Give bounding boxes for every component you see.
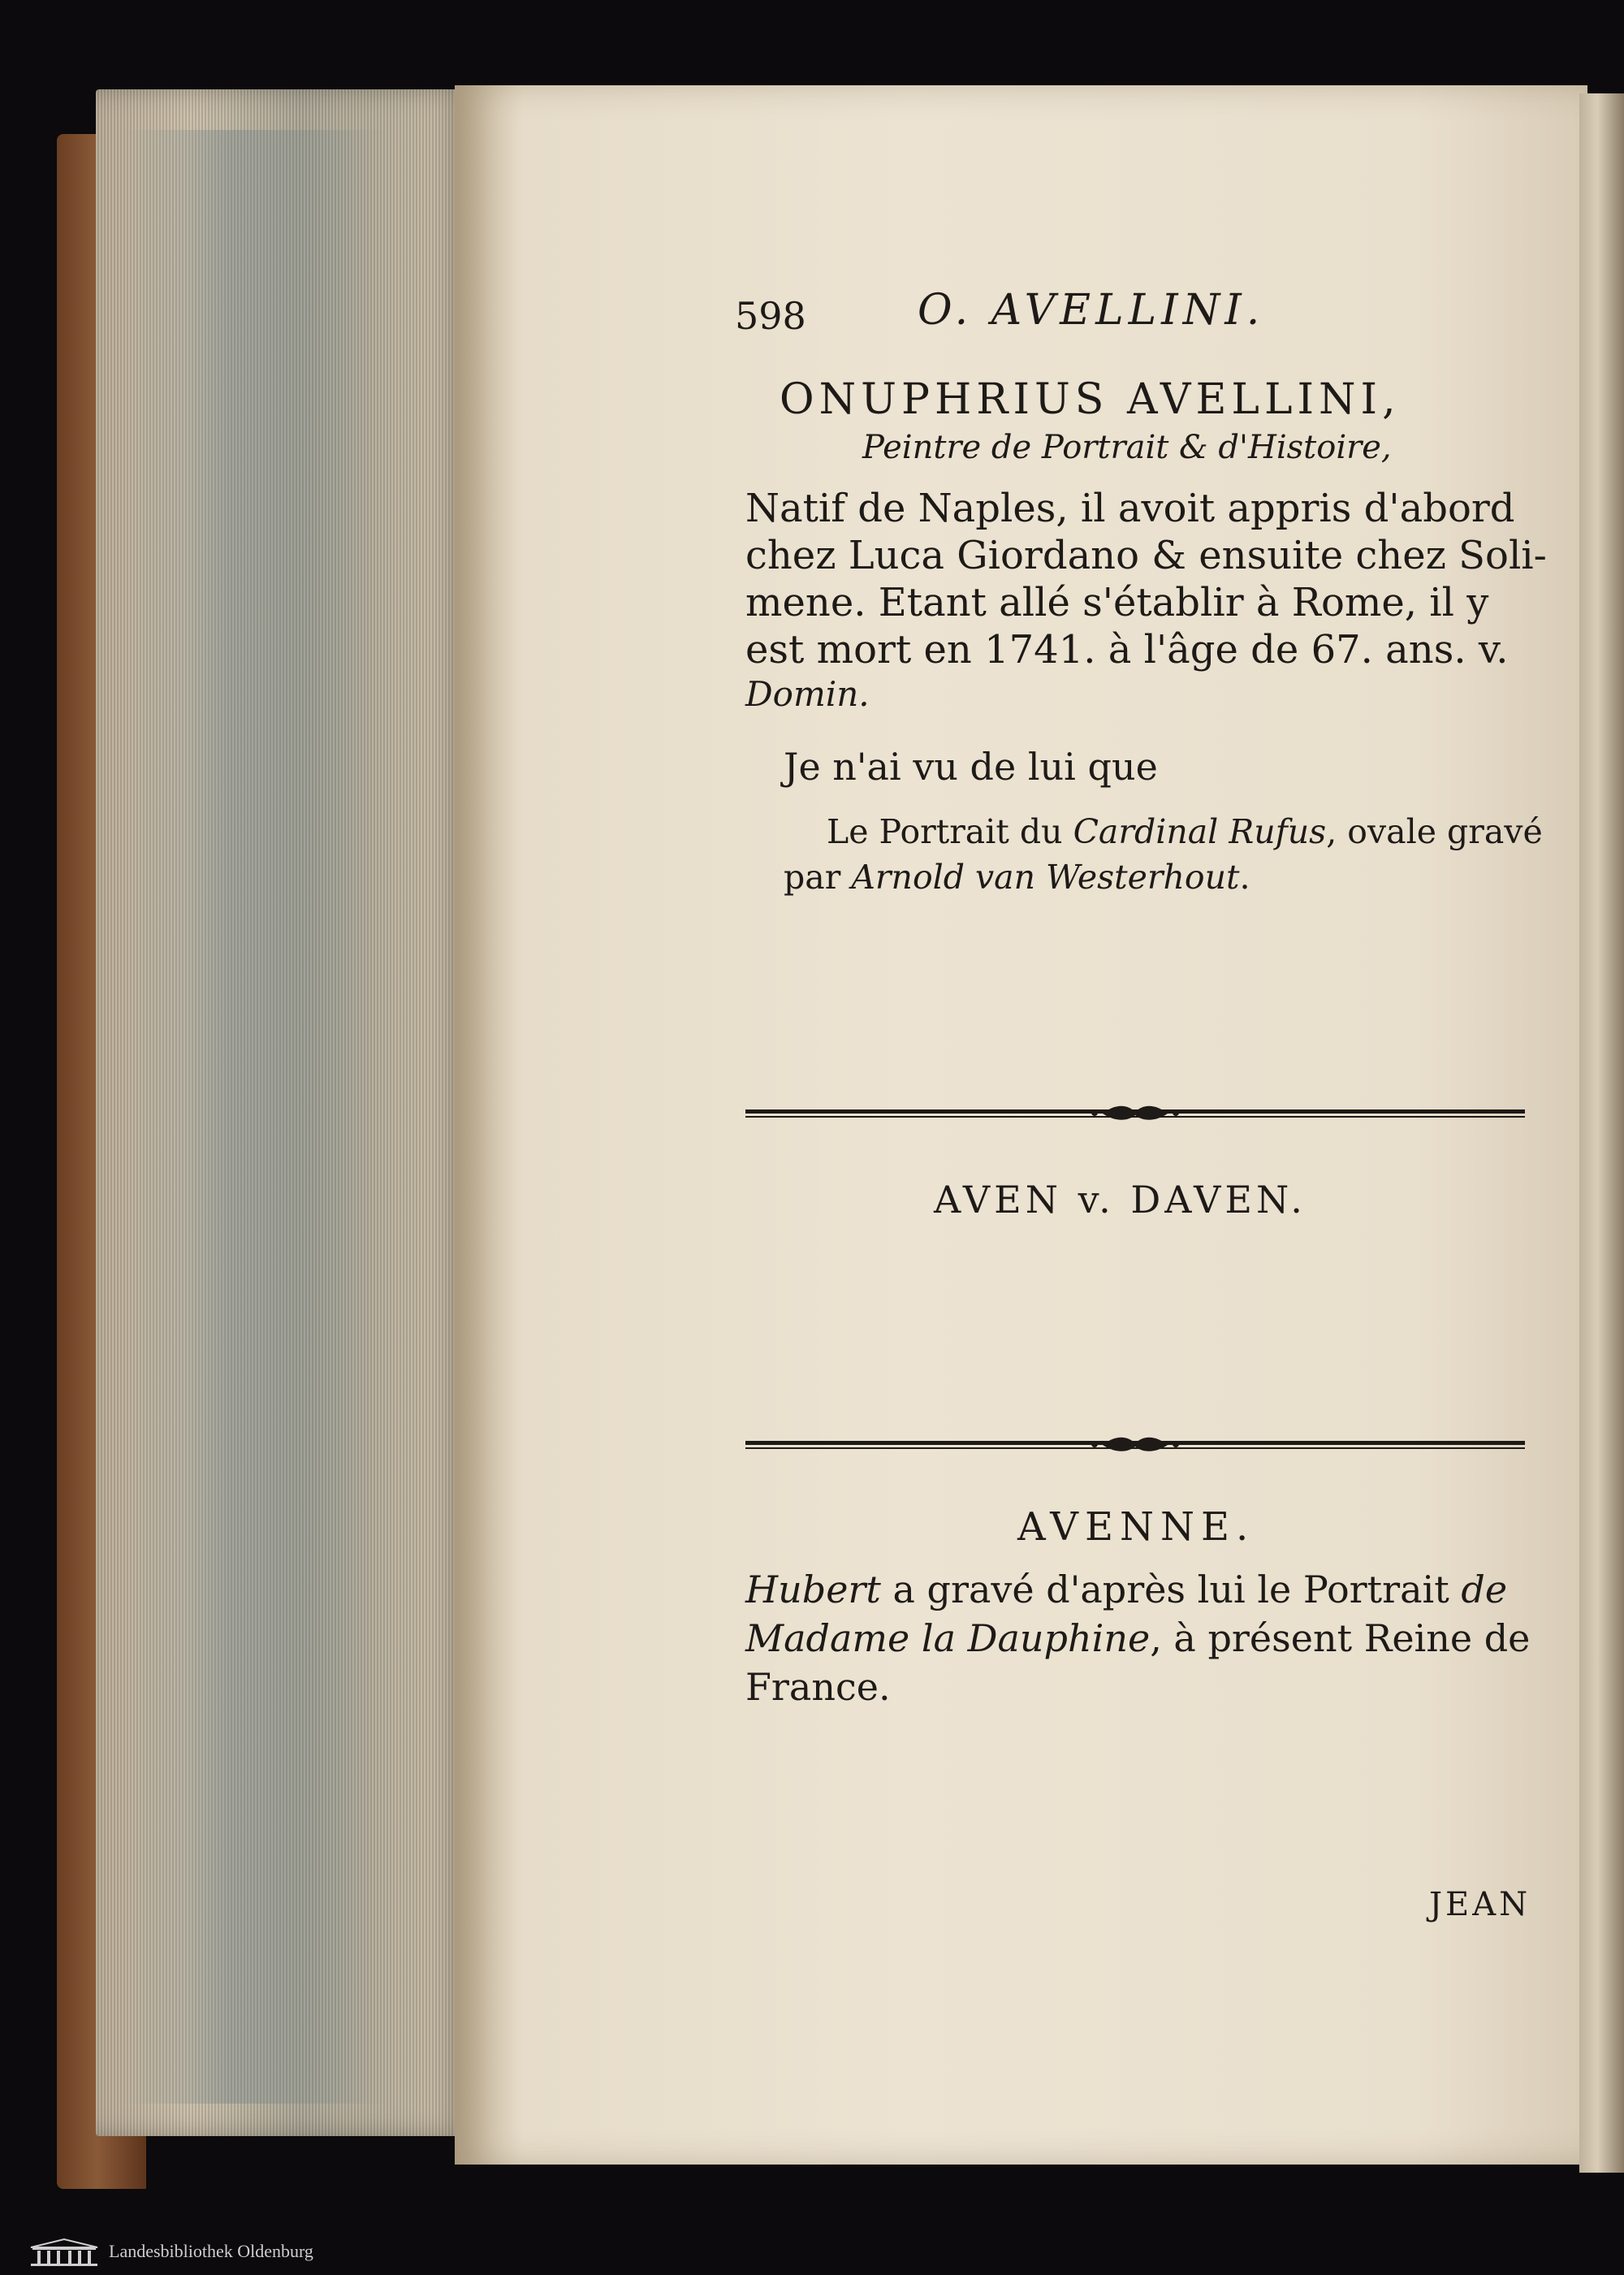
page-edges-tint (122, 130, 390, 2104)
body-text: a gravé d'après lui le Portrait (880, 1568, 1462, 1611)
library-name: Landesbibliothek Oldenburg (109, 2241, 313, 2261)
work-text: par (784, 858, 852, 897)
page-number: 598 (735, 294, 806, 338)
work-sitter: Cardinal Rufus (1073, 812, 1327, 851)
running-head: O. AVELLINI. (918, 286, 1265, 335)
entry-heading: AVENNE. (1017, 1504, 1255, 1550)
work-entry-line (784, 858, 1250, 897)
body-line: Domin. (745, 674, 870, 714)
sitter-name: Madame la Dauphine (745, 1616, 1151, 1660)
work-engraver: Arnold van Westerhout (851, 858, 1240, 897)
body-line: mene. Etant allé s'établir à Rome, il y (745, 580, 1489, 625)
work-text: . (1239, 858, 1250, 897)
ornamental-divider (745, 1102, 1525, 1127)
ornamental-divider (745, 1434, 1525, 1458)
right-page-edge (1579, 93, 1624, 2173)
entry-heading: AVEN v. DAVEN. (934, 1178, 1307, 1222)
body-line: est mort en 1741. à l'âge de 67. ans. v. (745, 627, 1509, 673)
engraver-name: Hubert (745, 1568, 881, 1611)
body-text: , à présent Reine de (1150, 1616, 1531, 1660)
body-line: France. (745, 1665, 891, 1709)
work-text: Le Portrait du (827, 812, 1073, 851)
catchword: JEAN (1429, 1886, 1531, 1923)
library-building-icon (28, 2238, 101, 2267)
body-line: Natif de Naples, il avoit appris d'abord (745, 486, 1515, 531)
body-line: chez Luca Giordano & ensuite chez Soli- (745, 533, 1547, 578)
body-line (745, 1616, 1530, 1660)
body-line (745, 1568, 1507, 1611)
works-intro: Je n'ai vu de lui que (784, 745, 1158, 789)
work-entry-line (827, 812, 1543, 851)
work-text: , ovale gravé (1326, 812, 1543, 851)
body-text: de (1461, 1568, 1508, 1611)
entry-heading: ONUPHRIUS AVELLINI, (780, 375, 1401, 424)
entry-subheading: Peintre de Portrait & d'Histoire, (862, 429, 1392, 466)
